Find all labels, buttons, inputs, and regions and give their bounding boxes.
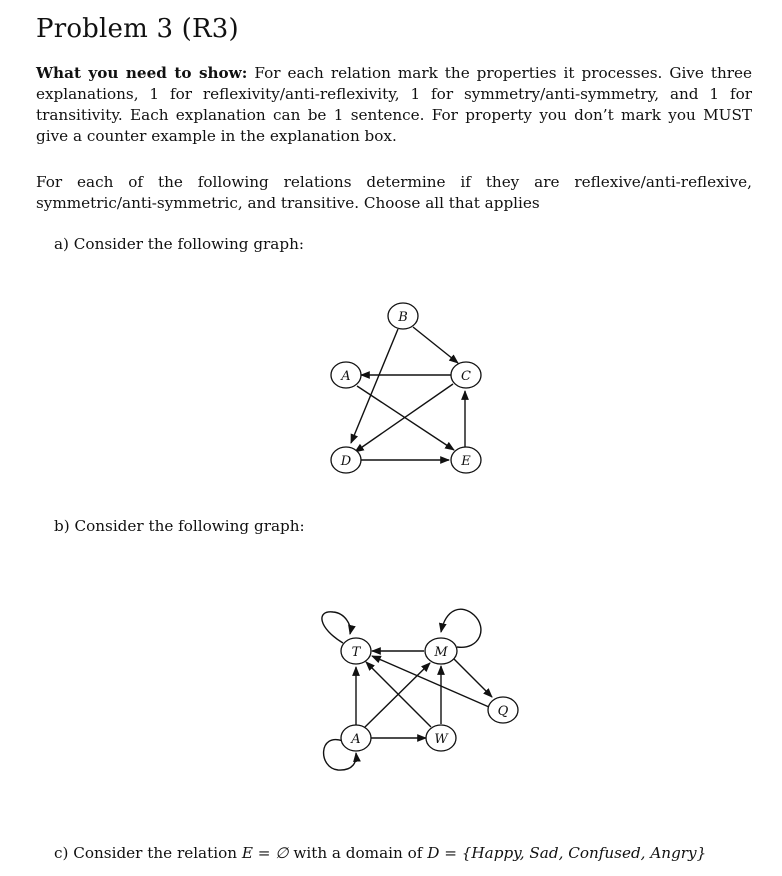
node-a2-label: A [351,732,361,747]
problem-title: Problem 3 (R3) [36,14,239,44]
node-w-label: W [434,732,448,747]
graph-a [351,327,465,460]
node-q-label: Q [497,704,509,719]
part-c-relation: E = ∅ [241,844,289,862]
node-c-label: C [461,369,471,384]
edge-a-m [365,663,430,727]
edge-q-t [372,656,489,707]
part-c-prefix: c) Consider the relation [54,844,242,862]
node-t-label: T [351,645,361,660]
node-a-label: A [341,369,351,384]
part-b-label: b) Consider the following graph: [54,517,305,535]
self-loop-t [322,612,350,643]
node-d-label: D [340,454,352,469]
node-m-label: M [434,645,448,660]
part-a-label: a) Consider the following graph: [54,235,304,253]
part-c-middle: with a domain of [288,844,428,862]
node-e-label: E [461,454,471,469]
intro-bold-lead: What you need to show: [36,64,248,82]
intro-text: For each relation mark the properties it processes. Give three explanations, 1 for reflexivity/anti-reflexivity, 1 for symmetry/anti-symmetry, and 1 for transitivity. Each explanation can be 1 sentence. For property you don’t mark you MUST give a counter example in the explanation box. [36,64,753,145]
edge-m-q [454,659,492,697]
part-c-domain: D = {Happy, Sad, Confused, Angry} [427,844,707,862]
instructions-paragraph: For each of the following relations determine if they are reflexive/anti-reflexive, symmetric/anti-symmetric, and transitive. Choose all that applies [36,173,752,212]
node-b-label: B [398,310,408,325]
edge-b-c [413,327,458,363]
